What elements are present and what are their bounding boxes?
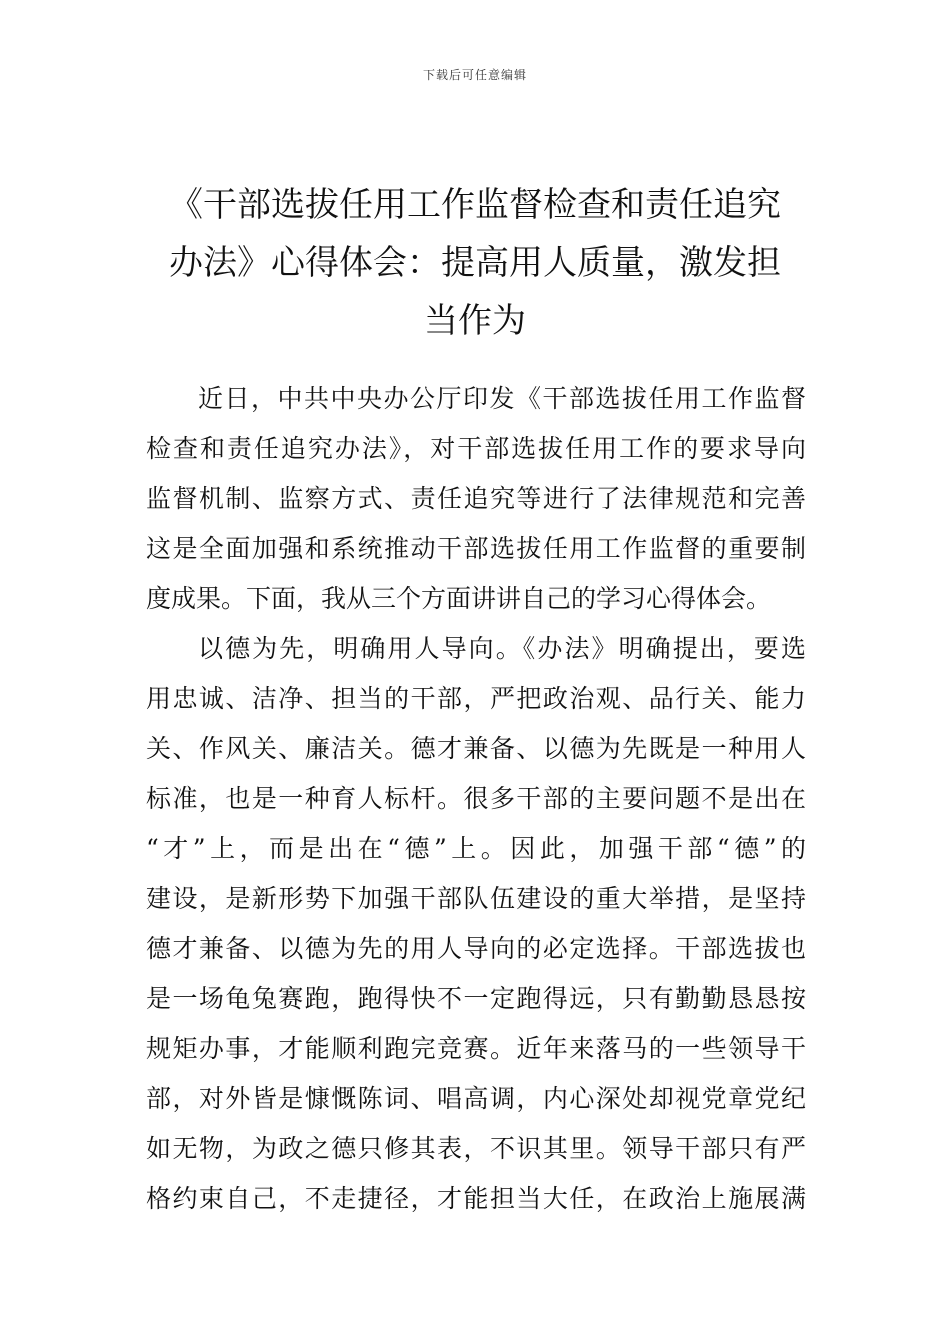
text-line: 部，对外皆是慷慨陈词、唱高调，内心深处却视党章党纪 (146, 1084, 806, 1113)
text-line: “才”上，而是出在“德”上。因此，加强干部“德”的 (146, 834, 806, 863)
text-line: 这是全面加强和系统推动干部选拔任用工作监督的重要制 (146, 534, 806, 563)
text-line: 关、作风关、廉洁关。德才兼备、以德为先既是一种用人 (146, 734, 806, 763)
text-line: 规矩办事，才能顺利跑完竞赛。近年来落马的一些领导干 (146, 1034, 806, 1063)
text-line: 如无物，为政之德只修其表，不识其里。领导干部只有严 (146, 1134, 806, 1163)
text-line: 是一场龟兔赛跑，跑得快不一定跑得远，只有勤勤恳恳按 (146, 984, 806, 1013)
text-line: 检查和责任追究办法》，对干部选拔任用工作的要求导向 (146, 434, 806, 463)
text-line: 以德为先，明确用人导向。《办法》明确提出，要选 (198, 634, 806, 663)
paragraph-virtue-first (146, 624, 806, 1224)
text-line: 用忠诚、洁净、担当的干部，严把政治观、品行关、能力 (146, 684, 806, 713)
text-line: 度成果。下面，我从三个方面讲讲自己的学习心得体会。 (146, 584, 772, 613)
text-line: 近日，中共中央办公厅印发《干部选拔任用工作监督 (198, 384, 806, 413)
header-note: 下载后可任意编辑 (422, 68, 527, 82)
text-line: 监督机制、监察方式、责任追究等进行了法律规范和完善 (146, 484, 806, 513)
title-line: 当作为 (424, 301, 526, 341)
paragraph-intro (146, 374, 806, 624)
body-text (146, 374, 806, 1224)
title-line: 办法》心得体会：提高用人质量，激发担 (169, 243, 781, 283)
title-line: 《干部选拔任用工作监督检查和责任追究 (169, 185, 781, 225)
document-title (140, 176, 810, 350)
text-line: 格约束自己，不走捷径，才能担当大任，在政治上施展满 (146, 1184, 806, 1213)
text-line: 德才兼备、以德为先的用人导向的必定选择。干部选拔也 (146, 934, 806, 963)
text-line: 建设，是新形势下加强干部队伍建设的重大举措，是坚持 (146, 884, 806, 913)
text-line: 标准，也是一种育人标杆。很多干部的主要问题不是出在 (146, 784, 806, 813)
